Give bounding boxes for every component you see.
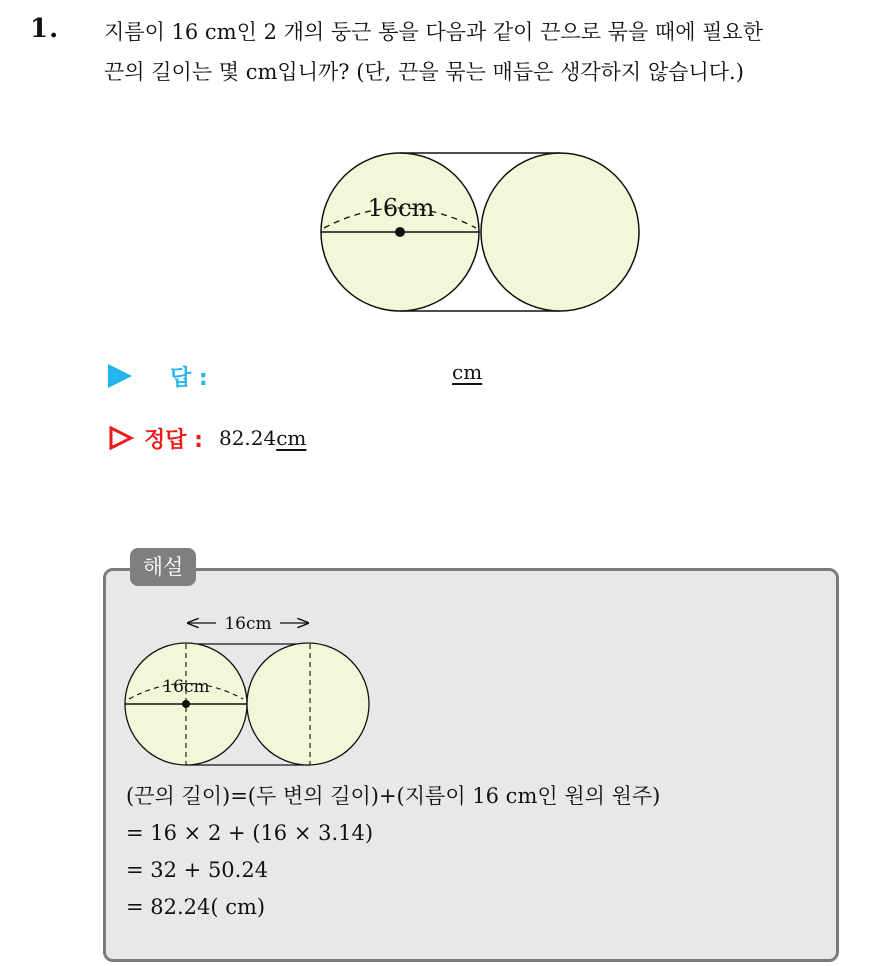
solution-line: (끈의 길이)=(두 변의 길이)+(지름이 16 cm인 원의 원주) (126, 784, 661, 808)
explanation-figure (120, 610, 376, 770)
diameter-label: 16cm (162, 677, 210, 697)
correct-answer-unit: cm (276, 426, 307, 450)
center-dot (182, 700, 190, 708)
outline-triangle-icon (108, 425, 134, 451)
solution-line: = 82.24( cm) (126, 895, 266, 919)
correct-answer-row (108, 420, 306, 456)
solution-line: = 16 × 2 + (16 × 3.14) (126, 821, 374, 845)
right-circle (481, 153, 639, 311)
answer-row (108, 358, 483, 394)
solution-text (126, 778, 660, 926)
diameter-label: 16cm (367, 194, 435, 222)
answer-label: 답 : (170, 365, 208, 391)
solution-line: = 32 + 50.24 (126, 858, 269, 882)
question-number: 1. (30, 14, 60, 44)
center-dot (395, 227, 405, 237)
play-triangle-icon (108, 364, 132, 388)
two-cylinders-figure (318, 148, 644, 314)
question-line-2: 끈의 길이는 몇 cm입니까? (단, 끈을 묶는 매듭은 생각하지 않습니다.) (104, 60, 744, 84)
explanation-tag: 해설 (130, 548, 196, 586)
answer-unit: cm (452, 360, 483, 384)
correct-answer-value: 82.24 (218, 426, 277, 450)
question-line-1: 지름이 16 cm인 2 개의 둥근 통을 다음과 같이 끈으로 묶을 때에 필요한 (104, 20, 764, 44)
width-label: 16cm (224, 614, 272, 634)
question-text (104, 12, 874, 92)
right-circle (247, 643, 369, 765)
correct-answer-label: 정답 : (144, 427, 203, 453)
